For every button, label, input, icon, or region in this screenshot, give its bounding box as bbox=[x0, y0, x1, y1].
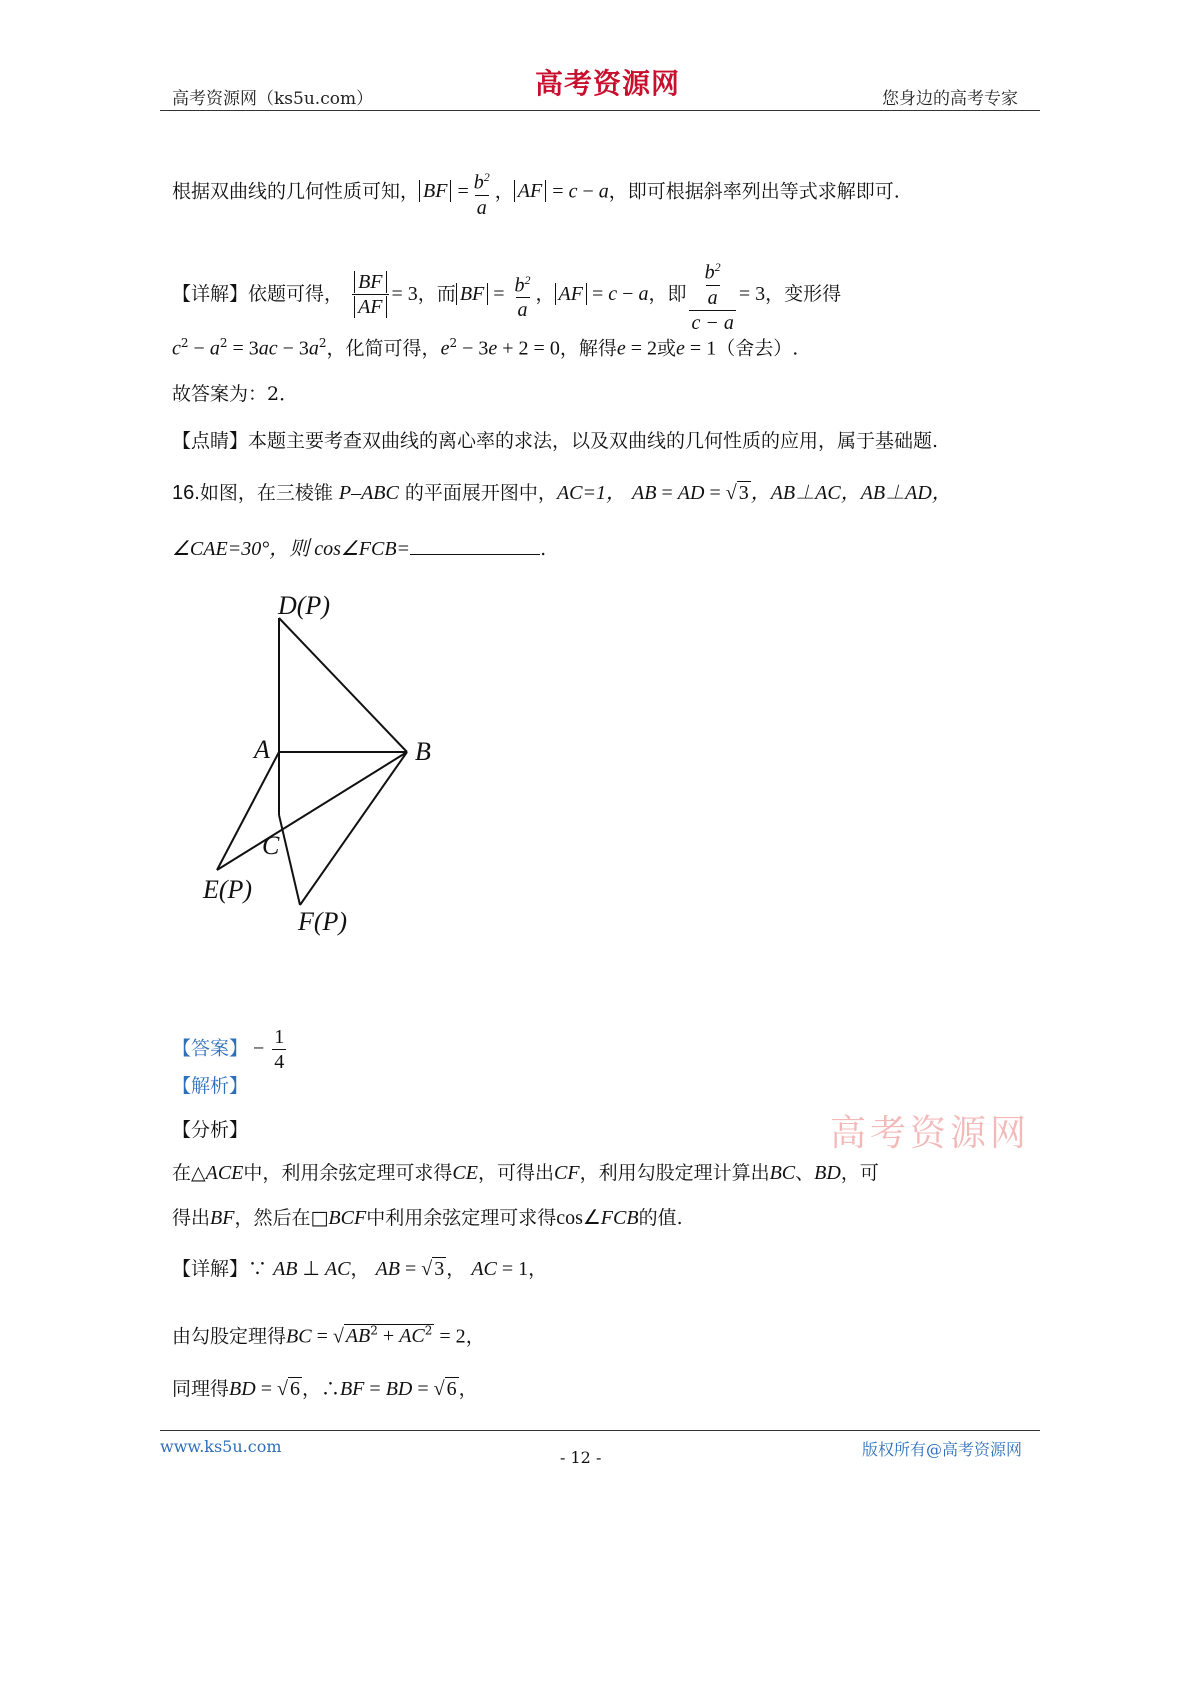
edge-DB bbox=[279, 618, 407, 752]
label-B: B bbox=[415, 737, 431, 766]
edge-CF bbox=[279, 815, 300, 905]
header-left: 高考资源网（ks5u.com） bbox=[172, 89, 374, 109]
label-A: A bbox=[254, 735, 270, 764]
net-figure bbox=[200, 590, 500, 950]
answer-16: 【答案】 − $\frac{1}{4}$ bbox=[172, 1026, 285, 1073]
footer-url[interactable]: www.ks5u.com bbox=[160, 1437, 282, 1456]
detail2-line-1: 【详解】∵ AB ⊥ AC， AB = √ 3 ， AC = 1， bbox=[172, 1258, 548, 1280]
answer-line: 故答案为：2． bbox=[172, 383, 299, 405]
header-rule bbox=[160, 110, 1040, 111]
page-number: - 12 - bbox=[560, 1448, 602, 1467]
edge-FB bbox=[300, 752, 407, 905]
fenxi-line-1: 在△ACE中，利用余弦定理可求得CE，可得出CF，利用勾股定理计算出BC、BD，可 bbox=[172, 1162, 879, 1184]
footer-rule bbox=[160, 1430, 1040, 1431]
label-E: E(P) bbox=[203, 875, 253, 904]
detail-line-2: $c^2 - a^2 = 3ac - 3a^2$，化简可得，$e^2 - 3e + 2 = 0$，解得e = 2或e = 1（舍去）. bbox=[172, 336, 799, 360]
jiexi-label: 【解析】 bbox=[172, 1075, 249, 1097]
label-D: D(P) bbox=[278, 591, 330, 620]
label-C: C bbox=[262, 831, 280, 860]
watermark: 高考资源网 bbox=[830, 1113, 1031, 1154]
answer-blank bbox=[410, 536, 540, 555]
fenxi-line-2: 得出BF，然后在□BCF中利用余弦定理可求得cos∠FCB的值. bbox=[172, 1207, 683, 1229]
question-16-line-2: ∠CAE=30°，则 cos∠FCB= . bbox=[172, 538, 547, 560]
analysis-line-1: 根据双曲线的几何性质可知， BF = $\frac{b^2}{a}$ ， AF = c − a，即可根据斜率列出等式求解即可. bbox=[172, 170, 900, 219]
header-right: 您身边的高考专家 bbox=[882, 89, 1018, 109]
header-logo: 高考资源网 bbox=[535, 67, 681, 100]
detail2-line-2: 由勾股定理得BC = √ $AB^2 + AC^2 = 2$， bbox=[172, 1324, 485, 1348]
detail2-line-3: 同理得BD = √ 6 ，∴BF = BD = √ 6 ， bbox=[172, 1378, 478, 1400]
edge-EB bbox=[217, 752, 407, 870]
dianjing-line: 【点睛】本题主要考查双曲线的离心率的求法，以及双曲线的几何性质的应用，属于基础题. bbox=[172, 430, 939, 452]
footer-right: 版权所有@高考资源网 bbox=[862, 1440, 1023, 1459]
label-F: F(P) bbox=[298, 907, 348, 936]
fenxi-label: 【分析】 bbox=[172, 1119, 249, 1141]
detail-line-1: 【详解】依题可得， $\frac{BF}{AF}$ = 3，而 BF = $\frac{b^2}{a}$ ， AF = c − a，即 $\frac{\frac{b^2}{a}}{c - a}$ = 3，变形得 bbox=[172, 260, 842, 334]
question-16-line-1: 16.如图，在三棱锥 P–ABC 的平面展开图中，AC=1， AB = AD = √ 3 ，AB⊥AC，AB⊥AD， bbox=[172, 482, 952, 504]
